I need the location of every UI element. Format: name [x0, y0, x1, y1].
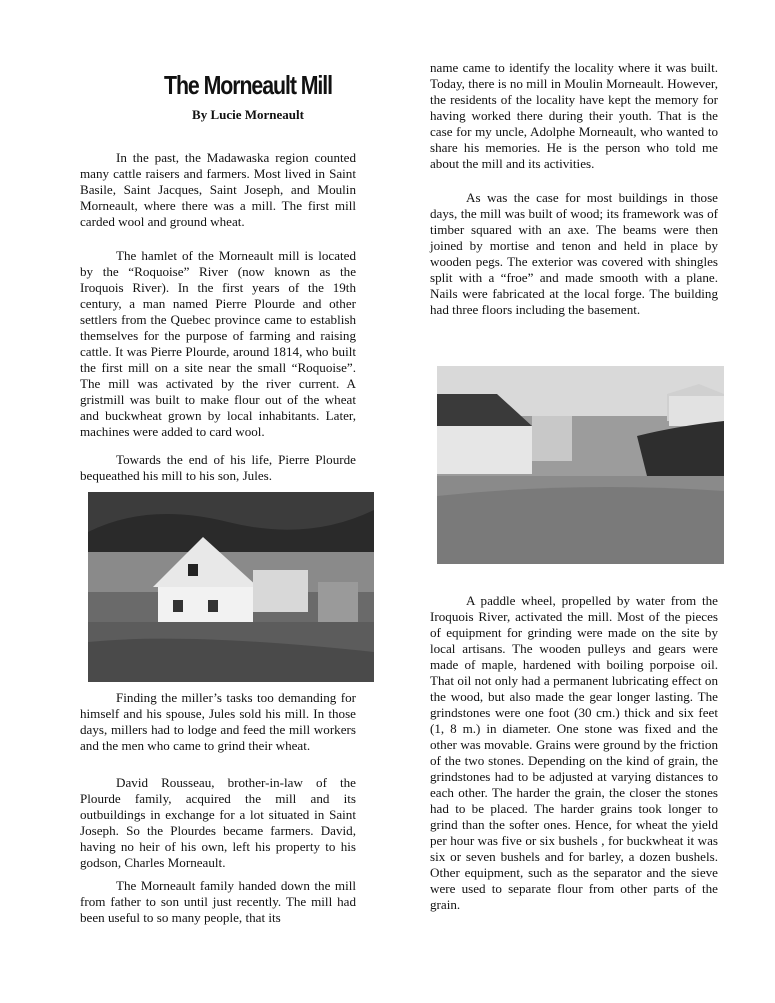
- mill-photo-1: [88, 492, 374, 682]
- right-paragraph-1: name came to identify the locality where it was built. Today, there is no mill in Moulin Morneault. However, the residents of the locality have kept the memory for having worked there during their youth. That is the case for my uncle, Adolphe Morneault, who wanted to share his memories. He is the person who told me about the mill and its activities.: [430, 60, 718, 171]
- left-paragraph-6: The Morneault family handed down the mill from father to son until just recently. The mill had been useful to so many people, that its: [80, 878, 356, 925]
- left-paragraph-4: Finding the miller’s tasks too demanding for himself and his spouse, Jules sold his mill. In those days, millers had to lodge and feed the mill workers and the men who came to grind their wheat.: [80, 690, 356, 753]
- left-paragraph-3: Towards the end of his life, Pierre Plourde bequeathed his mill to his son, Jules.: [80, 452, 356, 483]
- article-byline: By Lucie Morneault: [192, 107, 304, 122]
- left-paragraph-2: The hamlet of the Morneault mill is located by the “Roquoise” River (now known as the Iroquois River). In the first years of the 19th century, a man named Pierre Plourde and other settlers from the Quebec province came to establish themselves for the purpose of farming and raising cattle. It was Pierre Plourde, around 1814, who built the first mill on a site near the small “Roquoise”. The mill was activated by the river current. A gristmill was built to make flour out of the wheat and buckwheat grown by local inhabitants. Later, machines were added to card wool.: [80, 248, 356, 439]
- mill-photo-2: [437, 366, 724, 564]
- article-title: The Morneault Mill: [164, 70, 332, 100]
- left-paragraph-1: In the past, the Madawaska region counted many cattle raisers and farmers. Most lived in Saint Basile, Saint Jacques, Saint Joseph, and Moulin Morneault, where there was a mill. The first mill carded wool and ground wheat.: [80, 150, 356, 229]
- right-paragraph-2: As was the case for most buildings in those days, the mill was built of wood; its framework was of timber squared with an axe. The beams were then joined by mortise and tenon and held in place by wooden pegs. The exterior was covered with shingles split with a “froe” and made smooth with a plane. Nails were fabricated at the local forge. The building had three floors including the basement.: [430, 190, 718, 317]
- right-paragraph-3: A paddle wheel, propelled by water from the Iroquois River, activated the mill. Most of the pieces of equipment for grinding were made on the site by local artisans. The wooden pulleys and gears were made of maple, hardened with boiling porpoise oil. That oil not only had a permanent lubricating effect on the wood, but also made the gear longer lasting. The grindstones were one foot (30 cm.) thick and six feet (1, 8 m.) in diameter. One stone was fixed and the other was movable. Grains were ground by the friction of the two stones. Depending on the kind of grain, the grindstones had to be adjusted at varying distances to each other. The harder the grain, the closer the stones had to be placed. The harder grains took longer to grind than the softer ones. Hence, for wheat the yield per hour was five or six bushels , for buckwheat it was six or seven bushels and for barley, a dozen bushels. Other equipment, such as the separator and the sieve were used to separate flour from other parts of the grain.: [430, 593, 718, 912]
- left-paragraph-5: David Rousseau, brother-in-law of the Plourde family, acquired the mill and its outbuildings in exchange for a lot situated in Saint Joseph. So the Plourdes became farmers. David, having no heir of his own, left his property to his godson, Charles Morneault.: [80, 775, 356, 870]
